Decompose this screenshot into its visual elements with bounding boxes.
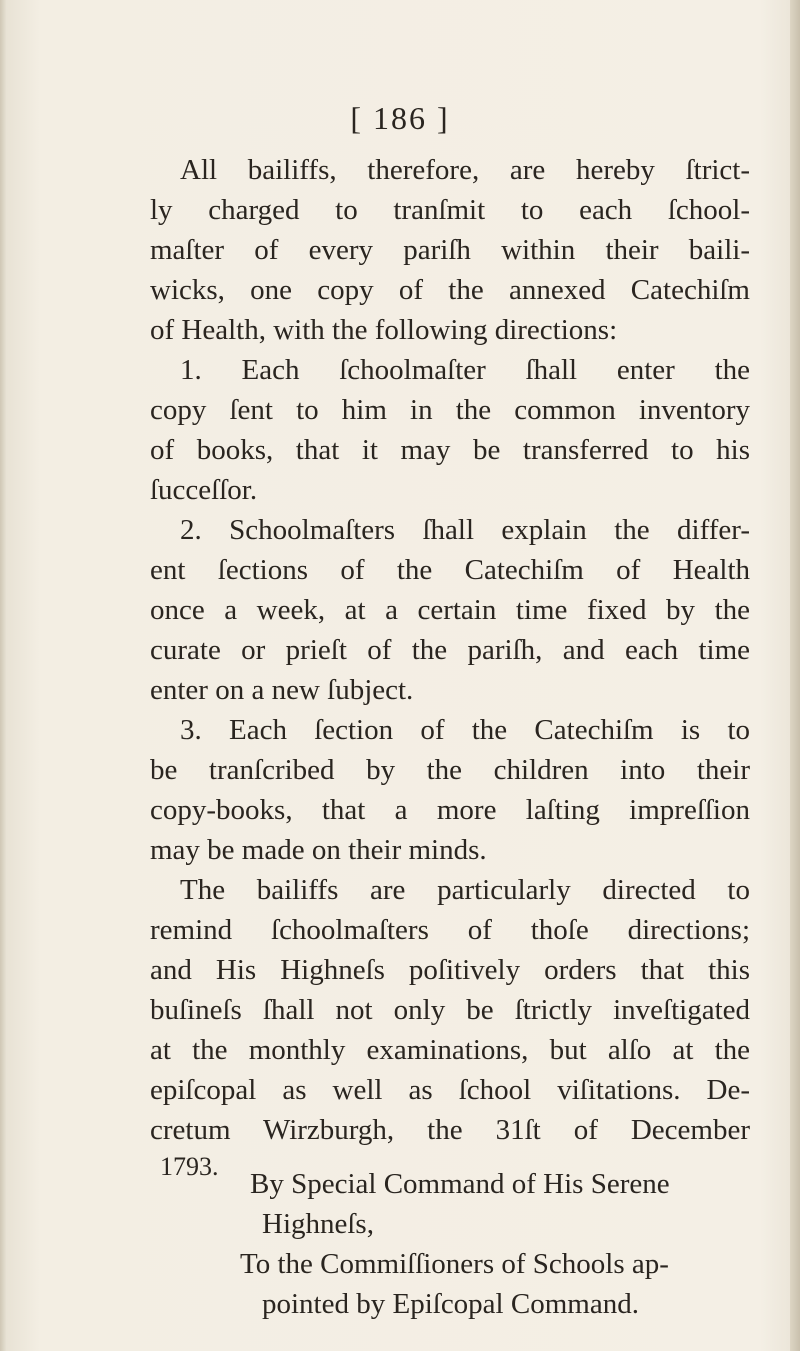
page-body-text	[150, 150, 750, 1324]
text-line: All bailiffs, therefore, are hereby ſtrict-	[180, 154, 750, 186]
signature-line: To the Commiſſioners of Schools ap-	[240, 1248, 669, 1280]
text-line: remind ſchoolmaſters of thoſe directions;	[150, 914, 750, 946]
text-line: ent ſections of the Catechiſm of Health	[150, 554, 750, 586]
text-line: once a week, at a certain time fixed by the	[150, 594, 750, 626]
text-line: enter on a new ſubject.	[150, 674, 414, 706]
text-line: 2. Schoolmaſters ſhall explain the differ-	[180, 514, 750, 546]
text-line: ſucceſſor.	[150, 474, 258, 506]
text-line: of books, that it may be transferred to his	[150, 434, 750, 466]
text-line: may be made on their minds.	[150, 834, 487, 866]
page-number-header: [ 186 ]	[350, 100, 450, 136]
text-line: 1. Each ſchoolmaſter ſhall enter the	[180, 354, 750, 386]
text-line: cretum Wirzburgh, the 31ſt of December	[150, 1114, 750, 1146]
text-line: The bailiffs are particularly directed to	[180, 874, 750, 906]
text-line: at the monthly examinations, but alſo at the	[150, 1034, 750, 1066]
text-line: and His Highneſs poſitively orders that this	[150, 954, 750, 986]
text-line: wicks, one copy of the annexed Catechiſm	[150, 274, 750, 306]
text-line: copy-books, that a more laſting impreſſion	[150, 794, 750, 826]
signature-line: pointed by Epiſcopal Command.	[262, 1288, 639, 1320]
text-line: of Health, with the following directions:	[150, 314, 618, 346]
year-line: 1793.	[160, 1152, 219, 1181]
text-line: copy ſent to him in the common inventory	[150, 394, 750, 426]
signature-line: Highneſs,	[262, 1208, 374, 1240]
signature-line: By Special Command of His Serene	[250, 1168, 670, 1200]
text-line: ly charged to tranſmit to each ſchool-	[150, 194, 750, 226]
page-right-edge	[790, 0, 800, 1351]
text-line: be tranſcribed by the children into their	[150, 754, 750, 786]
text-line: maſter of every pariſh within their baili-	[150, 234, 750, 266]
text-line: buſineſs ſhall not only be ſtrictly inveſtigated	[150, 994, 750, 1026]
text-line: epiſcopal as well as ſchool viſitations. De-	[150, 1074, 750, 1106]
text-line: curate or prieſt of the pariſh, and each time	[150, 634, 750, 666]
page-left-edge	[0, 0, 6, 1351]
text-line: 3. Each ſection of the Catechiſm is to	[180, 714, 750, 746]
